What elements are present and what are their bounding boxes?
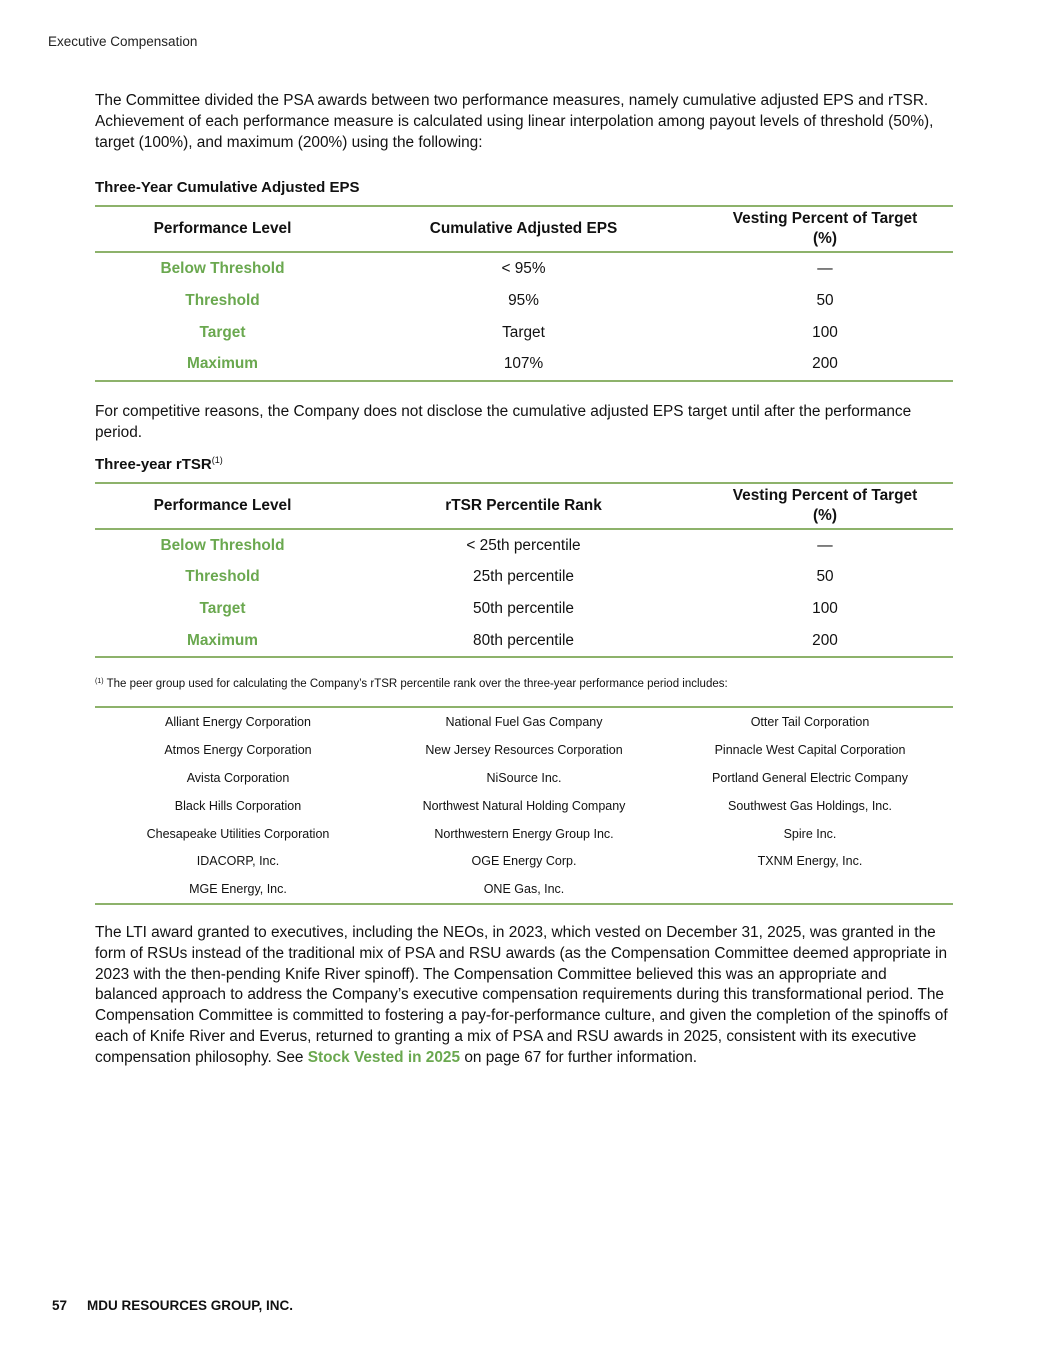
table-row bbox=[95, 625, 953, 658]
percentile-rank: 80th percentile bbox=[473, 631, 574, 649]
column-header: rTSR Percentile Rank bbox=[445, 496, 602, 514]
column-header: Cumulative Adjusted EPS bbox=[429, 220, 618, 238]
peer-company bbox=[667, 875, 953, 904]
rtsr-table-title: Three-year rTSR$^{(1)}$ bbox=[95, 454, 223, 473]
peer-company: NiSource Inc. bbox=[486, 770, 562, 785]
table-row bbox=[95, 593, 953, 625]
vesting-percent: 200 bbox=[812, 631, 838, 649]
peer-company: MGE Energy, Inc. bbox=[189, 882, 287, 897]
performance-level: Target bbox=[199, 323, 246, 341]
footnote-marker: (1) bbox=[211, 454, 223, 465]
peer-company: ONE Gas, Inc. bbox=[483, 882, 565, 897]
vesting-percent: — bbox=[817, 260, 833, 278]
peer-company: Spire Inc. bbox=[783, 826, 837, 841]
eps-value: 95% bbox=[508, 291, 539, 309]
peer-company: Avista Corporation bbox=[186, 770, 290, 785]
closing-paragraph: The LTI award granted to executives, including the NEOs, in 2023, which vested on December 31, 2025, was granted in the form of RSUs instead of the traditional mix of PSA and RSU awards (as the Compensation Committee deemed appropriate in 2023 with the then-pending Knife River spinoff). The Compensation Committee believed this was an appropriate and balanced approach to address the Company’s executive compensation requirements during this transformational period. The Compensation Committee is committed to fostering a pay-for-performance culture, and given the completion of the spinoffs of each of Knife River and Everus, returned to granting a mix of PSA and RSU awards in 2025, consistent with its executive compensation philosophy. See Stock Vested in 2025 on page 67 for further information. bbox=[95, 924, 948, 1066]
stock-vested-link[interactable]: Stock Vested in 2025 bbox=[307, 1048, 461, 1066]
peer-company: IDACORP, Inc. bbox=[196, 854, 280, 869]
percentile-rank: 50th percentile bbox=[473, 599, 574, 617]
table-row bbox=[95, 792, 953, 820]
peer-group-footnote: $^{(1)}$ The peer group used for calculating the Company’s rTSR percentile rank over the three-year performance period includes: bbox=[95, 678, 728, 691]
peer-company: Atmos Energy Corporation bbox=[164, 743, 312, 758]
eps-value: < 95% bbox=[501, 260, 546, 278]
peer-company: National Fuel Gas Company bbox=[445, 715, 603, 730]
table-row bbox=[95, 285, 953, 317]
table-row bbox=[95, 820, 953, 848]
peer-company: Chesapeake Utilities Corporation bbox=[146, 826, 330, 841]
table-row bbox=[95, 707, 953, 736]
eps-table-header bbox=[95, 206, 953, 252]
column-header: Performance Level bbox=[153, 496, 292, 514]
page-number: 57 bbox=[52, 1298, 68, 1313]
column-header: Vesting Percent of Target (%) bbox=[732, 210, 918, 248]
column-header: Performance Level bbox=[153, 220, 292, 238]
vesting-percent: 100 bbox=[812, 323, 838, 341]
eps-value: Target bbox=[502, 323, 545, 341]
eps-table bbox=[95, 205, 953, 382]
table-row bbox=[95, 875, 953, 904]
table-row bbox=[95, 529, 953, 562]
vesting-percent: 200 bbox=[812, 355, 838, 373]
peer-company: Northwestern Energy Group Inc. bbox=[434, 826, 614, 841]
vesting-percent: 50 bbox=[816, 568, 834, 586]
intro-paragraph: The Committee divided the PSA awards between two performance measures, namely cumulative adjusted EPS and rTSR. Achievement of each performance measure is calculated using linear interpolation among payout levels of threshold (50%), target (100%), and maximum (200%) using the following: bbox=[95, 92, 934, 151]
peer-company: TXNM Energy, Inc. bbox=[757, 854, 863, 869]
vesting-percent: 50 bbox=[816, 291, 834, 309]
performance-level: Maximum bbox=[187, 355, 258, 373]
table-row bbox=[95, 847, 953, 875]
performance-level: Maximum bbox=[187, 631, 258, 649]
performance-level: Target bbox=[199, 599, 246, 617]
table-row bbox=[95, 252, 953, 285]
vesting-percent: 100 bbox=[812, 599, 838, 617]
rtsr-table-header bbox=[95, 483, 953, 529]
performance-level: Below Threshold bbox=[160, 536, 285, 554]
column-header: Vesting Percent of Target (%) bbox=[732, 486, 918, 524]
performance-level: Below Threshold bbox=[160, 260, 285, 278]
peer-group-table bbox=[95, 706, 953, 905]
eps-value: 107% bbox=[503, 355, 544, 373]
peer-company: Black Hills Corporation bbox=[174, 798, 302, 813]
peer-company: Northwest Natural Holding Company bbox=[422, 798, 626, 813]
page-footer bbox=[52, 1298, 293, 1313]
peer-company: Southwest Gas Holdings, Inc. bbox=[728, 798, 892, 813]
peer-company: New Jersey Resources Corporation bbox=[425, 743, 623, 758]
table-row bbox=[95, 348, 953, 381]
percentile-rank: < 25th percentile bbox=[466, 536, 581, 554]
rtsr-table bbox=[95, 482, 953, 659]
vesting-percent: — bbox=[817, 536, 833, 554]
footnote-marker: (1) bbox=[95, 678, 104, 686]
percentile-rank: 25th percentile bbox=[473, 568, 574, 586]
eps-table-title: Three-Year Cumulative Adjusted EPS bbox=[95, 179, 360, 197]
peer-company: Pinnacle West Capital Corporation bbox=[714, 743, 906, 758]
running-title: Executive Compensation bbox=[48, 34, 198, 49]
peer-company: Portland General Electric Company bbox=[712, 770, 908, 785]
peer-company: OGE Energy Corp. bbox=[471, 854, 577, 869]
performance-level: Threshold bbox=[185, 291, 260, 309]
performance-level: Threshold bbox=[185, 568, 260, 586]
table-row bbox=[95, 317, 953, 349]
page-content bbox=[95, 91, 953, 1069]
company-name: MDU RESOURCES GROUP, INC. bbox=[87, 1298, 294, 1313]
table-row bbox=[95, 736, 953, 764]
peer-company: Alliant Energy Corporation bbox=[165, 715, 311, 730]
table-row bbox=[95, 561, 953, 593]
table-row bbox=[95, 764, 953, 792]
peer-company: Otter Tail Corporation bbox=[750, 715, 870, 730]
eps-disclosure-note: For competitive reasons, the Company does not disclose the cumulative adjusted EPS target until after the performance period. bbox=[95, 403, 912, 441]
